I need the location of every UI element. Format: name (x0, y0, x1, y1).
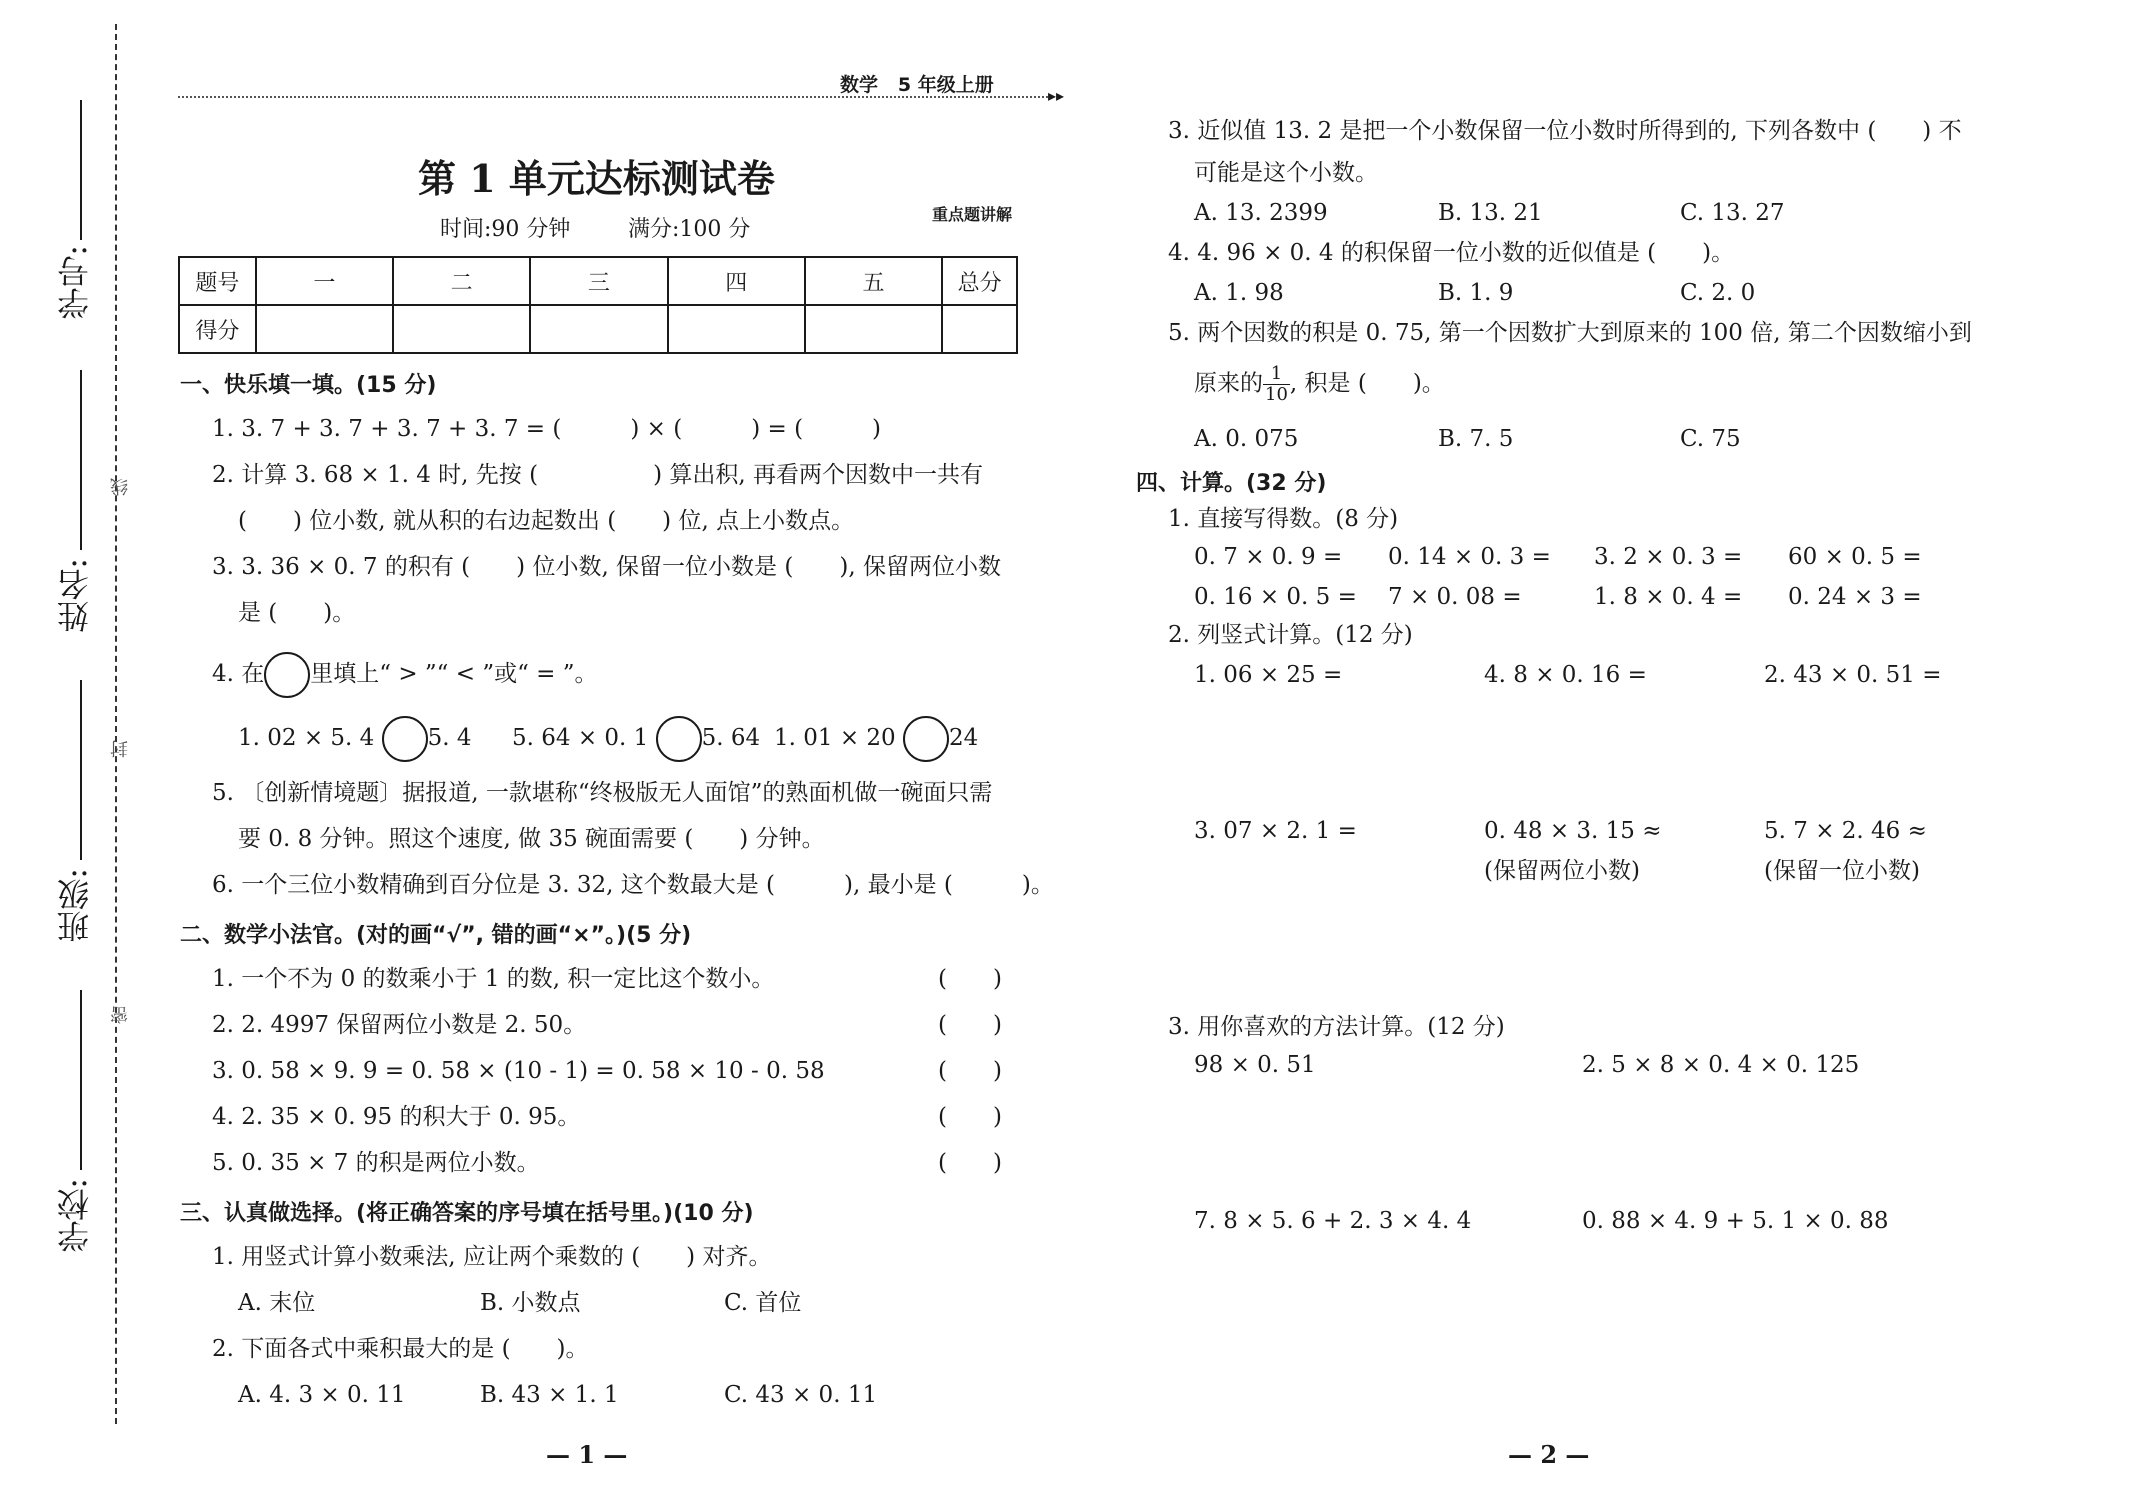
compare-circle[interactable] (656, 716, 702, 762)
score-table-header: 题号 (179, 257, 256, 305)
s4-oral-item: 1. 8 × 0. 4 = (1594, 584, 1743, 610)
fraction-one-tenth: $\frac{1}{10}$ (1265, 363, 1288, 405)
exam-title: 第 1 单元达标测试卷 (418, 156, 775, 201)
s3-q4: 4. 4. 96 × 0. 4 的积保留一位小数的近似值是 ( )。 (1168, 240, 1735, 266)
score-table-header: 五 (805, 257, 942, 305)
s3-q3-opt: C. 13. 27 (1680, 200, 1785, 226)
s4-oral-item: 0. 16 × 0. 5 = (1194, 584, 1357, 610)
score-table-header: 总分 (942, 257, 1017, 305)
s1-q2-line1: 2. 计算 3. 68 × 1. 4 时, 先按 ( ) 算出积, 再看两个因数中一共有 (212, 462, 983, 488)
header-rule (178, 96, 1048, 98)
s4-simplify-item: 2. 5 × 8 × 0. 4 × 0. 125 (1582, 1052, 1860, 1078)
compare-circle[interactable] (382, 716, 428, 762)
s4-vertical-item: 4. 8 × 0. 16 = (1484, 662, 1647, 688)
judge-bracket[interactable]: ( ) (938, 1058, 1002, 1084)
page-number-left: — 1 — (546, 1440, 628, 1469)
s3-q4-opt: A. 1. 98 (1194, 280, 1284, 306)
s4-vertical-item: 5. 7 × 2. 46 ≈ (1764, 818, 1927, 844)
s4-simplify-item: 98 × 0. 51 (1194, 1052, 1316, 1078)
score-table-header: 二 (393, 257, 530, 305)
score-table-header: 三 (530, 257, 667, 305)
s2-item: 3. 0. 58 × 9. 9 = 0. 58 × (10 - 1) = 0. 58 × 10 - 0. 58 (212, 1058, 825, 1084)
s4-vertical-item: 1. 06 × 25 = (1194, 662, 1343, 688)
exam-full-score: 满分:100 分 (628, 217, 751, 242)
s4-rounding-note: (保留一位小数) (1764, 858, 1920, 884)
seal-char-xian: 线 (110, 478, 131, 496)
s4-part2: 2. 列竖式计算。(12 分) (1168, 622, 1413, 648)
judge-bracket[interactable]: ( ) (938, 1150, 1002, 1176)
s3-q5-opt: B. 7. 5 (1438, 426, 1514, 452)
section3-heading: 三、认真做选择。(将正确答案的序号填在括号里。)(10 分) (180, 1201, 754, 1226)
s4-simplify-item: 7. 8 × 5. 6 + 2. 3 × 4. 4 (1194, 1208, 1472, 1234)
header-arrow-icon: ▸▸ (1048, 86, 1065, 105)
s1-q4-pre: 4. 在 (212, 661, 265, 687)
name-label: 姓名: (56, 558, 94, 633)
s3-q3-opt: B. 13. 21 (1438, 200, 1543, 226)
compare-circle[interactable] (903, 716, 949, 762)
school-label: 学校: (56, 1178, 94, 1253)
s4-simplify-item: 0. 88 × 4. 9 + 5. 1 × 0. 88 (1582, 1208, 1889, 1234)
s1-q4-item-3: 1. 01 × 20 24 (774, 716, 978, 762)
compare-circle-icon (264, 652, 310, 698)
s4-oral-item: 0. 24 × 3 = (1788, 584, 1922, 610)
s1-q2-line2: ( ) 位小数, 就从积的右边起数出 ( ) 位, 点上小数点。 (238, 508, 855, 534)
s4-vertical-item: 3. 07 × 2. 1 = (1194, 818, 1357, 844)
header-subject: 数学 5 年级上册 (840, 74, 994, 96)
s4-oral-item: 60 × 0. 5 = (1788, 544, 1922, 570)
s1-q3-line2: 是 ( )。 (238, 600, 356, 626)
class-blank[interactable] (80, 680, 82, 860)
s4-vertical-item: 0. 48 × 3. 15 ≈ (1484, 818, 1662, 844)
s3-q5-opt: A. 0. 075 (1194, 426, 1299, 452)
page-number-right: — 2 — (1508, 1440, 1590, 1469)
s4-rounding-note: (保留两位小数) (1484, 858, 1640, 884)
score-table-header: 四 (668, 257, 805, 305)
binding-dotted-line (115, 24, 117, 1424)
s1-q4 (212, 652, 598, 698)
judge-bracket[interactable]: ( ) (938, 1012, 1002, 1038)
student-id-label: 学号: (56, 245, 94, 320)
score-cell[interactable] (256, 305, 393, 353)
seal-char-feng: 封 (110, 740, 131, 758)
s3-q5-opt: C. 75 (1680, 426, 1741, 452)
s3-q2: 2. 下面各式中乘积最大的是 ( )。 (212, 1336, 589, 1362)
score-cell[interactable] (668, 305, 805, 353)
score-table-header-row (179, 257, 1017, 305)
student-id-blank[interactable] (80, 100, 82, 240)
s1-q1: 1. 3. 7 + 3. 7 + 3. 7 + 3. 7 = ( ) × ( ) = ( ) (212, 416, 882, 442)
score-row-label: 得分 (179, 305, 256, 353)
seal-char-mi: 密 (110, 1006, 131, 1024)
judge-bracket[interactable]: ( ) (938, 966, 1002, 992)
s4-part1: 1. 直接写得数。(8 分) (1168, 506, 1399, 532)
score-table-score-row (179, 305, 1017, 353)
s3-q2-opt: C. 43 × 0. 11 (724, 1382, 878, 1408)
s4-oral-item: 0. 14 × 0. 3 = (1388, 544, 1551, 570)
s4-vertical-item: 2. 43 × 0. 51 = (1764, 662, 1942, 688)
s2-item: 4. 2. 35 × 0. 95 的积大于 0. 95。 (212, 1104, 581, 1130)
judge-bracket[interactable]: ( ) (938, 1104, 1002, 1130)
s1-q3-line1: 3. 3. 36 × 0. 7 的积有 ( ) 位小数, 保留一位小数是 ( ), 保留两位小数 (212, 554, 1001, 580)
s3-q4-opt: C. 2. 0 (1680, 280, 1756, 306)
s1-q4-item-2: 5. 64 × 0. 1 5. 64 (512, 716, 760, 762)
s1-q5-line1: 5. 〔创新情境题〕据报道, 一款堪称“终极版无人面馆”的熟面机做一碗面只需 (212, 780, 993, 806)
s3-q5-line1: 5. 两个因数的积是 0. 75, 第一个因数扩大到原来的 100 倍, 第二个因数缩小到 (1168, 320, 1972, 346)
school-blank[interactable] (80, 990, 82, 1170)
exam-time: 时间:90 分钟 (440, 217, 571, 242)
s3-q4-opt: B. 1. 9 (1438, 280, 1514, 306)
s2-item: 2. 2. 4997 保留两位小数是 2. 50。 (212, 1012, 587, 1038)
score-cell[interactable] (393, 305, 530, 353)
explain-tag[interactable]: 重点题讲解 (932, 205, 1013, 224)
s1-q6: 6. 一个三位小数精确到百分位是 3. 32, 这个数最大是 ( ), 最小是 ( )。 (212, 872, 1054, 898)
s4-part3: 3. 用你喜欢的方法计算。(12 分) (1168, 1014, 1505, 1040)
s4-oral-item: 0. 7 × 0. 9 = (1194, 544, 1343, 570)
s3-q5-line2: 原来的 $\frac{1}{10}$ , 积是 ( )。 (1194, 363, 1445, 405)
score-table (178, 256, 1018, 354)
s3-q1: 1. 用竖式计算小数乘法, 应让两个乘数的 ( ) 对齐。 (212, 1244, 772, 1270)
name-blank[interactable] (80, 370, 82, 550)
section1-heading: 一、快乐填一填。(15 分) (180, 373, 437, 398)
class-label: 班级: (56, 868, 94, 943)
section2-heading: 二、数学小法官。(对的画“√”, 错的画“×”。)(5 分) (180, 923, 692, 948)
s1-q4-item-1: 1. 02 × 5. 4 5. 4 (238, 716, 472, 762)
section4-heading: 四、计算。(32 分) (1136, 471, 1327, 496)
score-table-header: 一 (256, 257, 393, 305)
s3-q1-opt: C. 首位 (724, 1290, 802, 1316)
score-cell[interactable] (805, 305, 942, 353)
s1-q5-line2: 要 0. 8 分钟。照这个速度, 做 35 碗面需要 ( ) 分钟。 (238, 826, 825, 852)
s3-q2-opt: B. 43 × 1. 1 (480, 1382, 619, 1408)
s3-q3-line2: 可能是这个小数。 (1194, 160, 1378, 186)
s3-q1-opt: B. 小数点 (480, 1290, 581, 1316)
s3-q3-line1: 3. 近似值 13. 2 是把一个小数保留一位小数时所得到的, 下列各数中 ( ) 不 (1168, 118, 1962, 144)
s3-q3-opt: A. 13. 2399 (1194, 200, 1328, 226)
s3-q2-opt: A. 4. 3 × 0. 11 (238, 1382, 406, 1408)
score-cell[interactable] (530, 305, 667, 353)
s3-q1-opt: A. 末位 (238, 1290, 316, 1316)
s1-q4-post: 里填上“ > ”“ < ”或“ = ”。 (310, 661, 598, 687)
s2-item: 5. 0. 35 × 7 的积是两位小数。 (212, 1150, 540, 1176)
s2-item: 1. 一个不为 0 的数乘小于 1 的数, 积一定比这个数小。 (212, 966, 775, 992)
s4-oral-item: 7 × 0. 08 = (1388, 584, 1522, 610)
score-cell[interactable] (942, 305, 1017, 353)
s4-oral-item: 3. 2 × 0. 3 = (1594, 544, 1743, 570)
